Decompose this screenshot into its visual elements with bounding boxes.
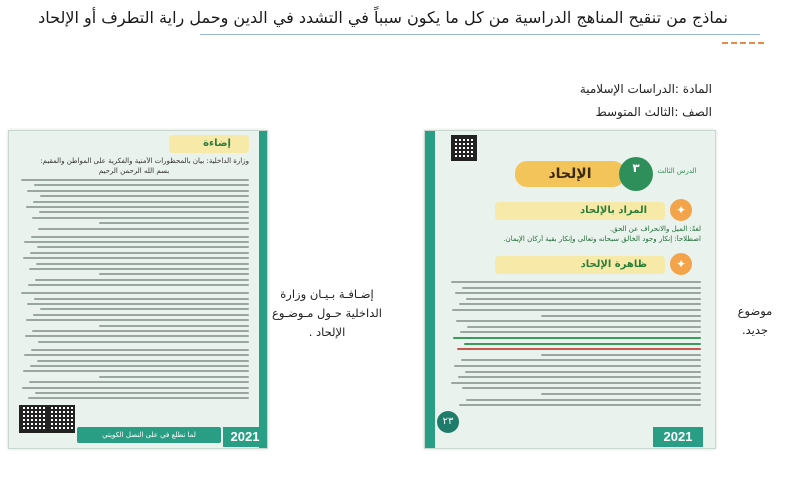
text-line bbox=[21, 292, 249, 294]
left-note-line: الإلحاد . bbox=[308, 325, 346, 339]
left-page-side-strip bbox=[259, 131, 267, 448]
text-line bbox=[27, 190, 249, 192]
text-line bbox=[456, 320, 701, 322]
text-line bbox=[40, 195, 249, 197]
left-page-footer-bar bbox=[77, 427, 221, 443]
text-line bbox=[26, 319, 249, 321]
text-line bbox=[461, 359, 701, 361]
text-line bbox=[26, 206, 249, 208]
text-line bbox=[29, 381, 249, 383]
text-line bbox=[34, 298, 249, 300]
text-line bbox=[541, 354, 701, 356]
text-line bbox=[454, 365, 701, 367]
left-page-intro: وزارة الداخلية: بيان بالمحظورات الأمنية والفكرية على المواطن والمقيم: bbox=[40, 157, 249, 165]
text-line bbox=[28, 397, 249, 399]
text-line bbox=[541, 315, 701, 317]
text-line bbox=[35, 392, 249, 394]
left-page-basmala: بسم الله الرحمن الرحيم bbox=[98, 167, 170, 175]
text-line bbox=[24, 354, 249, 356]
section-heading-phenomenon: ظاهرة الإلحاد bbox=[495, 256, 665, 274]
left-note-line: الداخلية حـول مـوضـوع bbox=[272, 306, 382, 320]
text-line bbox=[30, 252, 249, 254]
right-page-side-strip bbox=[425, 131, 435, 448]
text-line bbox=[23, 257, 249, 259]
qr-code-icon bbox=[451, 135, 477, 161]
text-line bbox=[37, 360, 249, 362]
text-line bbox=[31, 349, 249, 351]
subject-label: المادة :الدراسات الإسلامية bbox=[579, 82, 712, 96]
lesson-label: الدرس الثالث bbox=[657, 167, 697, 175]
text-line bbox=[34, 184, 249, 186]
right-page-year: 2021 bbox=[653, 427, 703, 447]
text-line bbox=[457, 348, 701, 350]
text-line bbox=[31, 236, 249, 238]
accent-dash bbox=[722, 42, 764, 44]
text-line bbox=[27, 303, 249, 305]
text-line bbox=[99, 222, 249, 224]
text-line bbox=[99, 273, 249, 275]
text-line bbox=[25, 335, 249, 337]
section-marker-icon: ✦ bbox=[670, 253, 692, 275]
text-line bbox=[23, 370, 249, 372]
text-line bbox=[40, 308, 249, 310]
page-title: نماذج من تنقيح المناهج الدراسية من كل ما يكون سبباً في التشدد في الدين وحمل راية التطرف أو الإلحاد bbox=[38, 8, 728, 27]
section-heading-meaning: المراد بالإلحاد bbox=[495, 202, 665, 220]
definition-technical: اصطلاحاً: إنكار وجود الخالق سبحانه وتعالى وإنكار بقية أركان الإيمان. bbox=[503, 235, 701, 243]
text-line bbox=[460, 331, 701, 333]
right-note-line: جديد. bbox=[741, 323, 769, 337]
text-line bbox=[33, 201, 249, 203]
grade-label: الصف :الثالث المتوسط bbox=[595, 105, 712, 119]
text-line bbox=[37, 246, 249, 248]
text-line bbox=[30, 365, 249, 367]
text-line bbox=[38, 341, 249, 343]
text-line bbox=[22, 387, 249, 389]
text-line bbox=[35, 279, 249, 281]
text-line bbox=[99, 376, 249, 378]
text-line bbox=[33, 314, 249, 316]
lesson-badge bbox=[619, 157, 653, 191]
text-line bbox=[465, 371, 701, 373]
lesson-number: ٣ bbox=[632, 161, 640, 175]
left-note-line: إضـافـة بـيـان وزارة bbox=[280, 287, 374, 301]
text-line bbox=[466, 399, 701, 401]
section-marker-icon: ✦ bbox=[670, 199, 692, 221]
text-line bbox=[455, 292, 701, 294]
right-note bbox=[730, 302, 780, 340]
text-line bbox=[21, 179, 249, 181]
left-page-footer-note: لما نطلع في على النصل الكويتي bbox=[102, 431, 196, 439]
text-line bbox=[464, 343, 701, 345]
text-line bbox=[452, 309, 701, 311]
qr-code-icon bbox=[47, 405, 75, 433]
text-line bbox=[453, 337, 701, 339]
left-note bbox=[272, 285, 382, 342]
text-line bbox=[38, 228, 249, 230]
text-line bbox=[466, 298, 701, 300]
text-line bbox=[451, 281, 701, 283]
text-line bbox=[451, 382, 701, 384]
text-line bbox=[462, 287, 701, 289]
page-number: ٢٣ bbox=[437, 411, 459, 433]
text-line bbox=[29, 268, 249, 270]
left-page-image bbox=[8, 130, 268, 449]
text-line bbox=[99, 325, 249, 327]
text-line bbox=[459, 303, 701, 305]
text-line bbox=[32, 217, 249, 219]
text-line bbox=[24, 241, 249, 243]
left-page-header-label: إضاءة bbox=[169, 135, 249, 153]
right-page-image bbox=[424, 130, 716, 449]
text-line bbox=[462, 387, 701, 389]
lesson-title: الإلحاد bbox=[515, 161, 625, 187]
text-line bbox=[39, 211, 249, 213]
text-line bbox=[541, 393, 701, 395]
text-line bbox=[467, 326, 701, 328]
text-line bbox=[36, 263, 249, 265]
definition-linguistic: لغةً: الميل والانحراف عن الحق. bbox=[609, 225, 701, 233]
left-page-year: 2021 bbox=[223, 427, 267, 447]
right-note-line: موضوع bbox=[737, 304, 773, 318]
text-line bbox=[28, 284, 249, 286]
text-line bbox=[32, 330, 249, 332]
qr-code-icon bbox=[19, 405, 47, 433]
title-underline bbox=[200, 34, 760, 35]
text-line bbox=[458, 376, 701, 378]
text-line bbox=[459, 404, 701, 406]
